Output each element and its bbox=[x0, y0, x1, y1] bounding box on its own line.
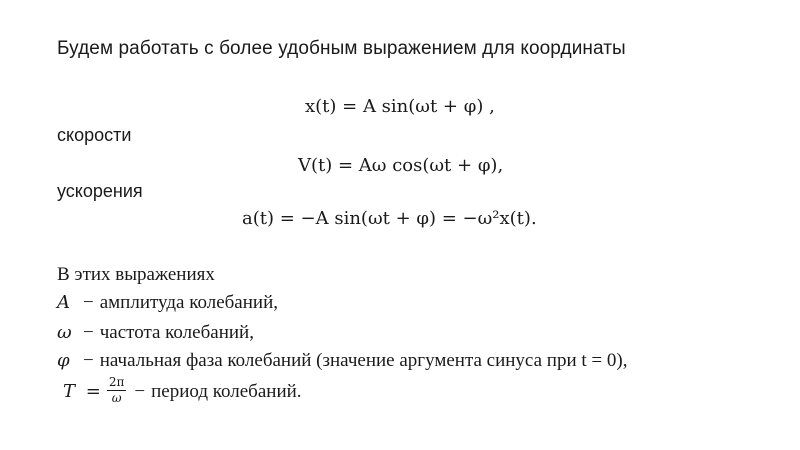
definition-text: период колебаний. bbox=[151, 380, 302, 402]
definition-text: начальная фаза колебаний (значение аргумента синуса при t = 0), bbox=[99, 350, 628, 371]
period-fraction bbox=[107, 376, 127, 405]
dash: − bbox=[83, 350, 94, 371]
dash: − bbox=[134, 380, 146, 402]
dash: − bbox=[83, 292, 94, 313]
definitions-heading: В этих выражениях bbox=[57, 264, 215, 285]
equals-sign: = bbox=[85, 380, 101, 402]
velocity-label: скорости bbox=[57, 125, 132, 145]
symbol-phase: φ bbox=[57, 350, 70, 371]
symbol-amplitude: A bbox=[57, 292, 70, 313]
definition-period bbox=[57, 375, 302, 407]
symbol-period: T bbox=[63, 380, 76, 402]
definition-text: амплитуда колебаний, bbox=[99, 292, 278, 313]
dash: − bbox=[83, 322, 94, 343]
coordinate-formula: x(t) = A sin(ωt + φ) , bbox=[305, 96, 495, 117]
fraction-numerator: 2π bbox=[108, 375, 125, 389]
intro-text: Будем работать с более удобным выражением для координаты bbox=[57, 38, 626, 59]
definition-amplitude bbox=[57, 292, 278, 314]
fraction-denominator: ω bbox=[111, 391, 122, 405]
symbol-frequency: ω bbox=[57, 322, 72, 343]
definition-frequency bbox=[57, 322, 254, 344]
definition-text: частота колебаний, bbox=[99, 322, 254, 343]
velocity-formula: V(t) = Aω cos(ωt + φ), bbox=[298, 155, 504, 176]
acceleration-label: ускорения bbox=[57, 181, 143, 201]
definition-phase bbox=[57, 350, 627, 372]
acceleration-formula: a(t) = −A sin(ωt + φ) = −ω²x(t). bbox=[242, 208, 537, 229]
